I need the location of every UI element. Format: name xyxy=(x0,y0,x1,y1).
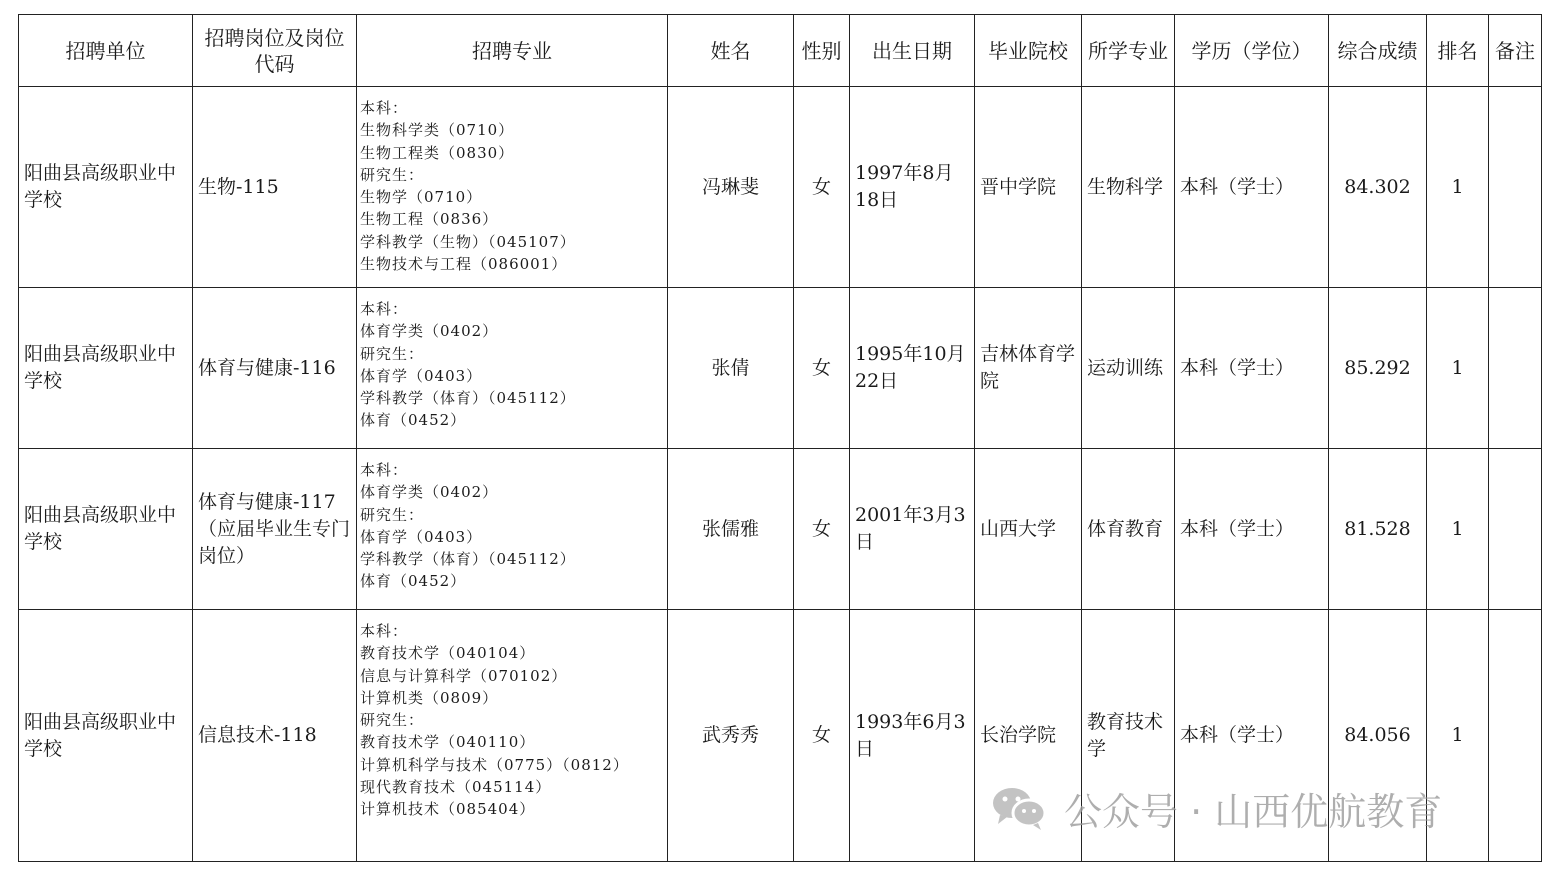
cell-note xyxy=(1489,288,1542,449)
table-row xyxy=(19,449,1542,610)
cell-studied: 生物科学 xyxy=(1082,87,1175,288)
cell-school: 吉林体育学院 xyxy=(975,288,1082,449)
cell-gender: 女 xyxy=(794,87,850,288)
cell-degree: 本科（学士） xyxy=(1175,87,1329,288)
cell-score: 81.528 xyxy=(1329,449,1427,610)
major-list xyxy=(360,87,664,275)
results-table xyxy=(18,14,1542,862)
cell-note xyxy=(1489,610,1542,862)
major-line: 研究生： xyxy=(360,711,425,730)
watermark xyxy=(990,782,1442,834)
header-studied: 所学专业 xyxy=(1082,15,1175,87)
cell-school: 晋中学院 xyxy=(975,87,1082,288)
major-line: 生物学（0710） xyxy=(360,188,483,207)
major-line: 本科： xyxy=(360,300,409,318)
cell-name: 张儒雅 xyxy=(668,449,794,610)
cell-school: 长治学院 xyxy=(975,610,1082,862)
major-line: 体育（0452） xyxy=(360,572,467,591)
major-line: 体育学（0403） xyxy=(360,527,483,546)
major-line: 学科教学（生物）（045107） xyxy=(360,232,576,251)
cell-rank: 1 xyxy=(1427,449,1489,610)
cell-name: 冯琳斐 xyxy=(668,87,794,288)
major-line: 计算机科学与技术（0775）（0812） xyxy=(360,755,629,774)
header-gender: 性别 xyxy=(794,15,850,87)
cell-score: 84.302 xyxy=(1329,87,1427,288)
cell-score: 85.292 xyxy=(1329,288,1427,449)
header-note: 备注 xyxy=(1489,15,1542,87)
cell-studied: 运动训练 xyxy=(1082,288,1175,449)
major-line: 信息与计算科学（070102） xyxy=(360,666,568,685)
cell-majors xyxy=(357,610,668,862)
table-row xyxy=(19,288,1542,449)
cell-school: 山西大学 xyxy=(975,449,1082,610)
watermark-text: 公众号 · 山西优航教育 xyxy=(1064,789,1443,834)
table-row xyxy=(19,87,1542,288)
major-line: 教育技术学（040110） xyxy=(360,733,536,752)
cell-majors xyxy=(357,449,668,610)
major-line: 生物工程类（0830） xyxy=(360,143,515,162)
table-header xyxy=(19,15,1542,87)
cell-unit: 阳曲县高级职业中学校 xyxy=(19,449,193,610)
major-line: 本科： xyxy=(360,622,409,640)
cell-degree: 本科（学士） xyxy=(1175,449,1329,610)
cell-position: 信息技术-118 xyxy=(193,610,357,862)
cell-studied: 体育教育 xyxy=(1082,449,1175,610)
header-name: 姓名 xyxy=(668,15,794,87)
cell-rank: 1 xyxy=(1427,87,1489,288)
major-line: 现代教育技术（045114） xyxy=(360,778,552,797)
major-line: 本科： xyxy=(360,99,409,117)
major-line: 研究生： xyxy=(360,505,425,524)
cell-name: 张倩 xyxy=(668,288,794,449)
cell-note xyxy=(1489,449,1542,610)
cell-degree: 本科（学士） xyxy=(1175,610,1329,862)
cell-unit: 阳曲县高级职业中学校 xyxy=(19,610,193,862)
major-line: 生物科学类（0710） xyxy=(360,121,515,140)
major-line: 研究生： xyxy=(360,165,425,184)
cell-rank: 1 xyxy=(1427,288,1489,449)
cell-score: 84.056 xyxy=(1329,610,1427,862)
cell-birth: 1993年6月3日 xyxy=(850,610,975,862)
major-line: 体育学类（0402） xyxy=(360,322,499,341)
cell-unit: 阳曲县高级职业中学校 xyxy=(19,87,193,288)
cell-position: 体育与健康-117（应届毕业生专门岗位） xyxy=(193,449,357,610)
header-rank: 排名 xyxy=(1427,15,1489,87)
major-line: 本科： xyxy=(360,461,409,479)
cell-unit: 阳曲县高级职业中学校 xyxy=(19,288,193,449)
major-line: 体育学（0403） xyxy=(360,366,483,385)
major-line: 学科教学（体育）（045112） xyxy=(360,550,576,569)
header-school: 毕业院校 xyxy=(975,15,1082,87)
cell-name: 武秀秀 xyxy=(668,610,794,862)
major-line: 计算机类（0809） xyxy=(360,688,499,707)
header-degree: 学历（学位） xyxy=(1175,15,1329,87)
header-position: 招聘岗位及岗位代码 xyxy=(193,15,357,87)
wechat-icon xyxy=(990,783,1050,833)
cell-rank: 1 xyxy=(1427,610,1489,862)
major-line: 体育学类（0402） xyxy=(360,483,499,502)
major-list xyxy=(360,288,664,432)
cell-position: 生物-115 xyxy=(193,87,357,288)
cell-note xyxy=(1489,87,1542,288)
cell-position: 体育与健康-116 xyxy=(193,288,357,449)
header-birth: 出生日期 xyxy=(850,15,975,87)
cell-birth: 2001年3月3日 xyxy=(850,449,975,610)
cell-majors xyxy=(357,87,668,288)
major-line: 学科教学（体育）（045112） xyxy=(360,389,576,408)
cell-birth: 1995年10月22日 xyxy=(850,288,975,449)
major-line: 教育技术学（040104） xyxy=(360,644,536,663)
major-list xyxy=(360,610,664,821)
major-line: 生物技术与工程（086001） xyxy=(360,255,568,274)
major-line: 研究生： xyxy=(360,344,425,363)
cell-majors xyxy=(357,288,668,449)
cell-gender: 女 xyxy=(794,610,850,862)
cell-degree: 本科（学士） xyxy=(1175,288,1329,449)
major-line: 计算机技术（085404） xyxy=(360,800,536,819)
major-line: 生物工程（0836） xyxy=(360,210,499,229)
cell-gender: 女 xyxy=(794,449,850,610)
header-score: 综合成绩 xyxy=(1329,15,1427,87)
header-unit: 招聘单位 xyxy=(19,15,193,87)
cell-studied: 教育技术学 xyxy=(1082,610,1175,862)
major-list xyxy=(360,449,664,593)
header-majors: 招聘专业 xyxy=(357,15,668,87)
major-line: 体育（0452） xyxy=(360,411,467,430)
cell-gender: 女 xyxy=(794,288,850,449)
cell-birth: 1997年8月18日 xyxy=(850,87,975,288)
